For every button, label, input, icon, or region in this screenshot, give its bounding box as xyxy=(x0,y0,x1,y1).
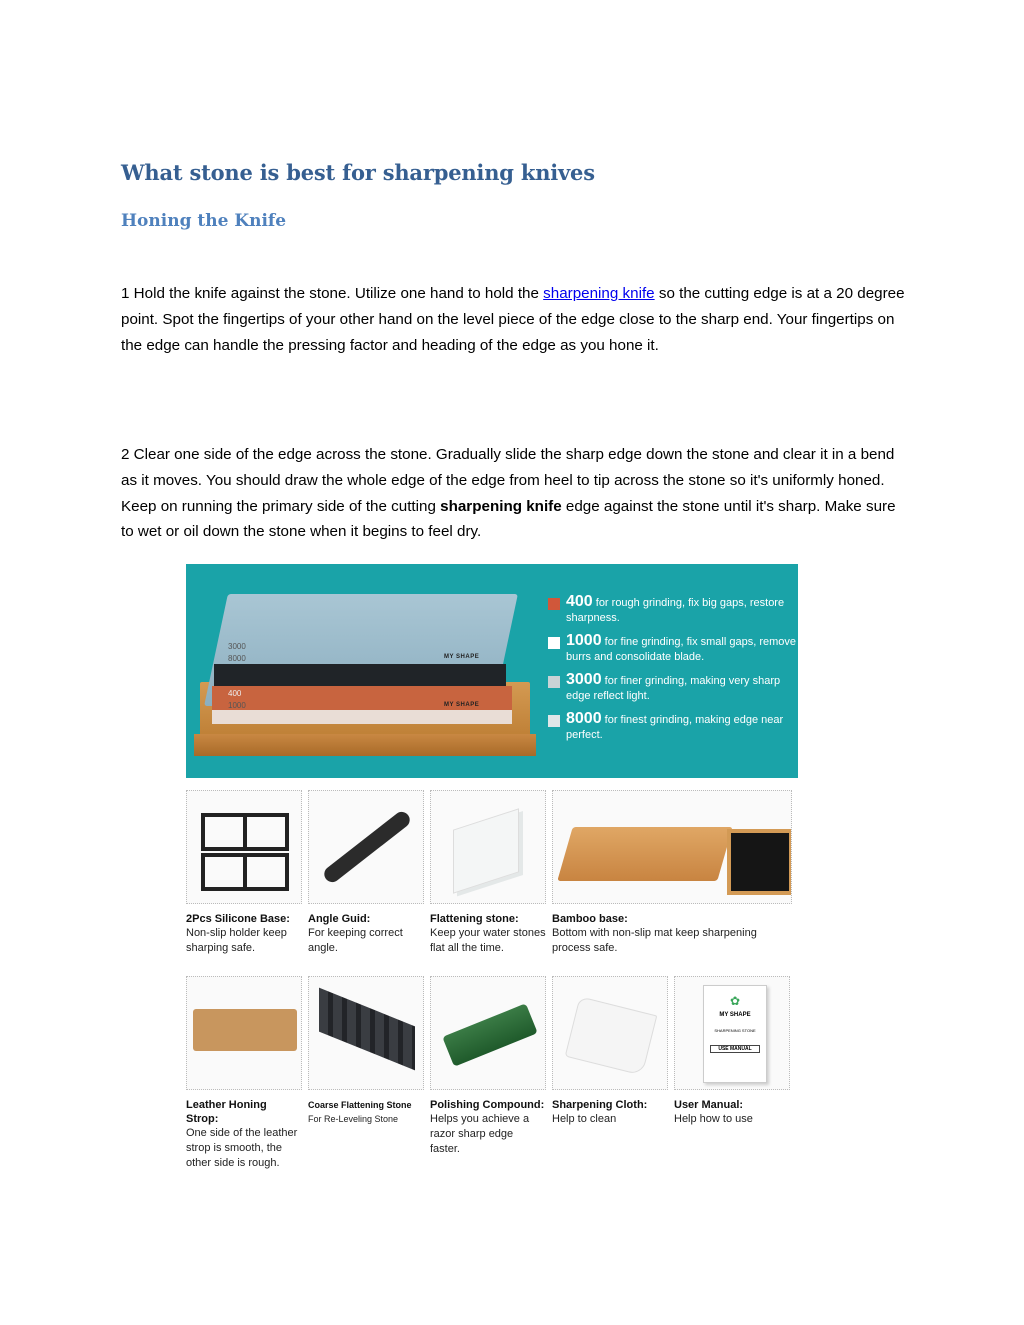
accessory-image xyxy=(430,790,546,904)
coarse-stone-shape xyxy=(319,988,415,1071)
grit-swatch xyxy=(548,637,560,649)
grit-swatch xyxy=(548,598,560,610)
stone-label: 400 xyxy=(228,689,242,698)
accessory-desc: Help how to use xyxy=(674,1113,753,1125)
grit-number: 400 xyxy=(566,593,593,610)
accessory-name: Sharpening Cloth: xyxy=(552,1099,648,1111)
stone-label: 8000 xyxy=(228,654,246,663)
bamboo-base-shape xyxy=(557,827,732,881)
manual-subtitle: SHARPENING STONE xyxy=(714,1028,756,1033)
accessory-angle-guide xyxy=(308,790,424,956)
accessory-name: Flattening stone: xyxy=(430,913,519,925)
grit-item xyxy=(546,672,796,704)
accessory-desc: Keep your water stones flat all the time. xyxy=(430,927,546,954)
cloth-shape xyxy=(565,996,658,1076)
grit-swatch xyxy=(548,676,560,688)
grit-number: 3000 xyxy=(566,671,602,688)
grit-text: for rough grinding, fix big gaps, restore sharpness. xyxy=(566,597,785,624)
page-title: What stone is best for sharpening knives xyxy=(121,160,595,185)
grit-number: 8000 xyxy=(566,710,602,727)
accessory-flattening-stone xyxy=(430,790,546,956)
leather-strop-shape xyxy=(193,1009,297,1051)
manual-logo-icon: ✿ xyxy=(729,994,741,1008)
accessory-image xyxy=(552,976,668,1090)
accessories-row-1 xyxy=(186,790,792,956)
accessory-image xyxy=(186,976,302,1090)
angle-guide-shape xyxy=(321,809,413,886)
grit-list xyxy=(546,594,796,750)
accessory-image xyxy=(308,790,424,904)
accessory-name: Coarse Flattening Stone xyxy=(308,1100,412,1110)
sharpening-knife-bold: sharpening knife xyxy=(440,497,562,515)
bamboo-tray-front xyxy=(194,734,536,756)
brand-logo: MY SHAPE xyxy=(444,702,480,708)
accessory-desc: Helps you achieve a razor sharp edge faster. xyxy=(430,1113,530,1155)
grit-text: for finer grinding, making very sharp edge reflect light. xyxy=(566,675,781,702)
grit-text: for finest grinding, making edge near perfect. xyxy=(566,714,784,741)
paragraph-2-text-start: 2 Clear one side of the edge across the stone. Gradually slide the sharp edge down the stone and clear it in a bend as it moves. You should draw the whole edge of the edge from heel to tip across the stone so it's uniformly honed. Keep on running the primary side of the cutting xyxy=(121,446,895,515)
accessory-desc: Non-slip holder keep sharping safe. xyxy=(186,927,287,954)
grit-item xyxy=(546,594,796,626)
manual-shape xyxy=(703,985,767,1083)
manual-tag: USE MANUAL xyxy=(710,1045,760,1053)
brand-logo: MY SHAPE xyxy=(444,654,480,660)
accessory-desc: Help to clean xyxy=(552,1113,617,1125)
accessory-desc: For keeping correct angle. xyxy=(308,927,403,954)
silicone-base-shape xyxy=(201,813,289,851)
accessory-name: User Manual: xyxy=(674,1099,744,1111)
accessory-coarse-flattening-stone xyxy=(308,976,424,1171)
accessory-silicone-base xyxy=(186,790,302,956)
accessory-sharpening-cloth xyxy=(552,976,668,1171)
flattening-stone-shape xyxy=(453,808,519,893)
accessory-polishing-compound xyxy=(430,976,546,1171)
accessories-row-2 xyxy=(186,976,790,1171)
non-slip-mat-shape xyxy=(727,829,792,895)
product-image xyxy=(186,564,798,1169)
accessory-image xyxy=(552,790,792,904)
grit-swatch xyxy=(548,715,560,727)
accessory-desc: For Re-Leveling Stone xyxy=(308,1114,399,1124)
accessory-name: 2Pcs Silicone Base: xyxy=(186,913,290,925)
grit-item xyxy=(546,711,796,743)
accessory-desc: Bottom with non-slip mat keep sharpening process safe. xyxy=(552,927,757,954)
accessory-image xyxy=(430,976,546,1090)
grit-number: 1000 xyxy=(566,632,602,649)
accessory-name: Polishing Compound: xyxy=(430,1099,545,1111)
grit-text: for fine grinding, fix small gaps, remove burrs and consolidate blade. xyxy=(566,636,797,663)
accessory-name: Leather Honing Strop: xyxy=(186,1099,267,1125)
stone-label: 1000 xyxy=(228,701,246,710)
accessory-name: Angle Guid: xyxy=(308,913,371,925)
paragraph-step-2 xyxy=(121,442,911,545)
stone-label: 3000 xyxy=(228,642,246,651)
sharpening-knife-link[interactable]: sharpening knife xyxy=(543,285,655,302)
accessory-image xyxy=(308,976,424,1090)
whetstone-banner xyxy=(186,564,798,778)
paragraph-1-text-end: so the cutting edge is at a 20 degree point. Spot the fingertips of your other hand on the level piece of the edge close to the sharp end. Your fingertips on the edge can handle the pressing factor and heading of the edge as you hone it. xyxy=(121,285,905,354)
silicone-base-shape xyxy=(201,853,289,891)
accessory-desc: One side of the leather strop is smooth, the other side is rough. xyxy=(186,1127,298,1169)
manual-brand: MY SHAPE xyxy=(719,1012,751,1018)
whetstone-bottom-white xyxy=(212,710,512,724)
grit-item xyxy=(546,633,796,665)
section-heading: Honing the Knife xyxy=(121,211,287,231)
accessory-leather-strop xyxy=(186,976,302,1171)
paragraph-step-1 xyxy=(121,281,911,358)
accessory-name: Bamboo base: xyxy=(552,913,628,925)
paragraph-1-text-start: 1 Hold the knife against the stone. Utilize one hand to hold the xyxy=(121,285,544,302)
polishing-compound-shape xyxy=(442,1003,537,1066)
paragraph-2-text-end: edge against the stone until it's sharp. Make sure to wet or oil down the stone when it begins to feel dry. xyxy=(121,497,896,541)
accessory-user-manual xyxy=(674,976,790,1171)
accessory-image xyxy=(674,976,790,1090)
accessory-bamboo-base xyxy=(552,790,792,956)
accessory-image xyxy=(186,790,302,904)
